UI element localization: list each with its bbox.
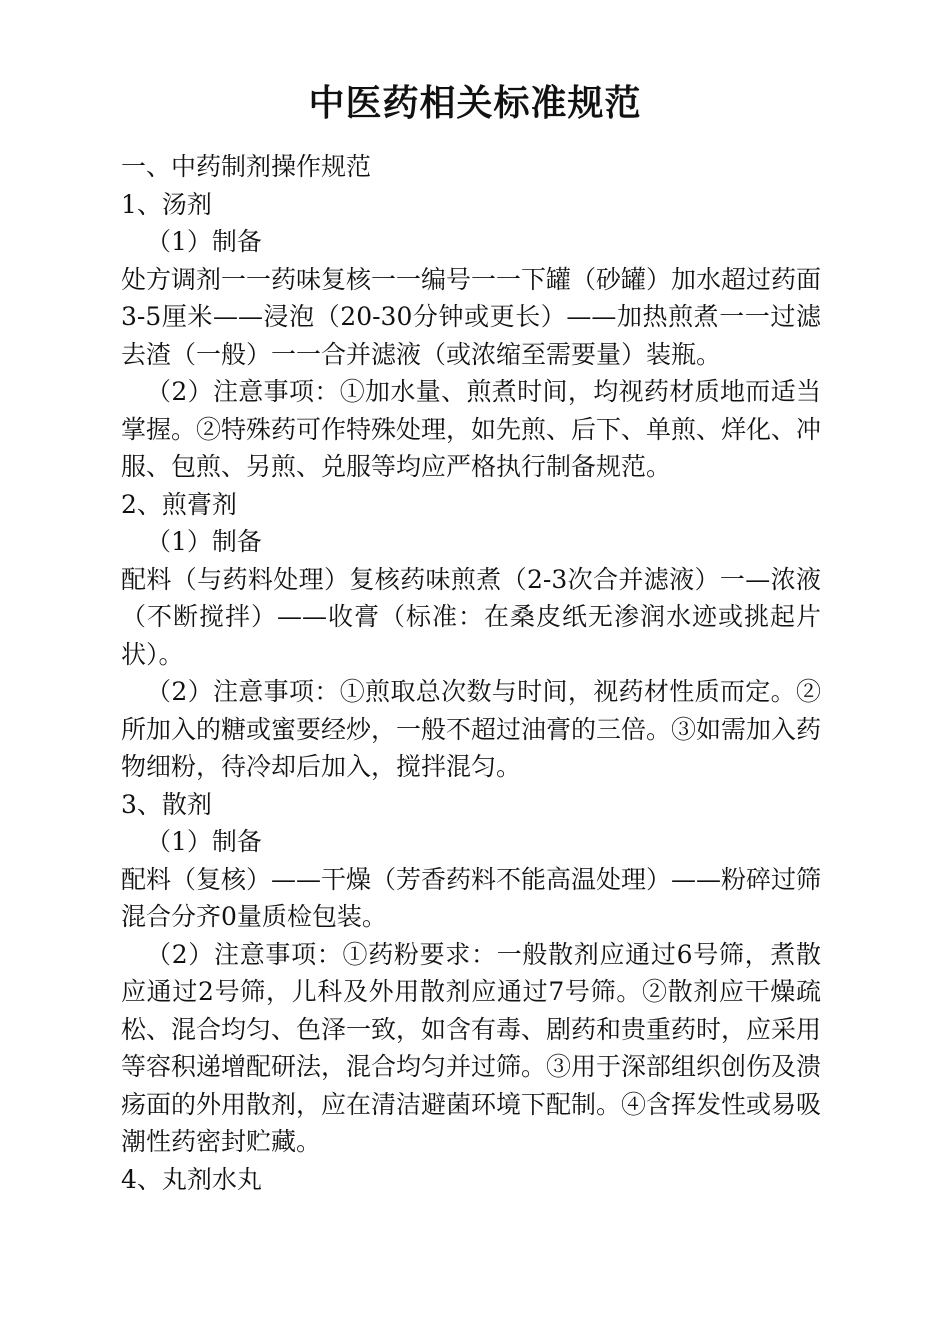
document-body	[121, 148, 821, 1198]
decoction-notes: （2）注意事项：①加水量、煎煮时间，均视药材质地而适当掌握。②特殊药可作特殊处理，如先煎、后下、单煎、烊化、冲服、包煎、另煎、兑服等均应严格执行制备规范。	[121, 377, 822, 481]
section-heading-1: 一、中药制剂操作规范	[121, 152, 372, 181]
paste-notes: （2）注意事项：①煎取总次数与时间，视药材性质而定。②所加入的糖或蜜要经炒，一般不超过油膏的三倍。③如需加入药物细粉，待冷却后加入，搅拌混匀。	[121, 677, 822, 781]
decoction-prep-label: （1）制备	[146, 227, 262, 256]
paste-prep-text: 配料（与药料处理）复核药味煎煮（2-3次合并滤液）一—浓液（不断搅拌）——收膏（标准：在桑皮纸无渗润水迹或挑起片状）。	[121, 564, 821, 669]
powder-prep-text: 配料（复核）——干燥（芳香药料不能高温处理）——粉碎过筛混合分齐0量质检包装。	[121, 864, 822, 931]
powder-heading: 3、散剂	[121, 789, 212, 819]
decoction-heading: 1、汤剂	[121, 189, 212, 219]
powder-notes: （2）注意事项：①药粉要求：一般散剂应通过6号筛，煮散应通过2号筛，儿科及外用散剂应通过7号筛。②散剂应干燥疏松、混合均匀、色泽一致，如含有毒、剧药和贵重药时，应采用等容积递增配研法，混合均匀并过筛。③用于深部组织创伤及溃疡面的外用散剂，应在清洁避菌环境下配制。④含挥发性或易吸潮性药密封贮藏。	[121, 939, 822, 1156]
decoction-prep-text: 处方调剂一一药味复核一一编号一一下罐（砂罐）加水超过药面3-5厘米——浸泡（20-30分钟或更长）——加热煎煮一一过滤去渣（一般）一一合并滤液（或浓缩至需要量）装瓶。	[121, 264, 822, 369]
powder-prep-label: （1）制备	[146, 827, 262, 856]
document-title: 中医药相关标准规范	[308, 83, 642, 124]
paste-heading: 2、煎膏剂	[121, 489, 237, 519]
paste-prep-label: （1）制备	[146, 527, 262, 556]
pill-heading: 4、丸剂水丸	[121, 1164, 262, 1194]
